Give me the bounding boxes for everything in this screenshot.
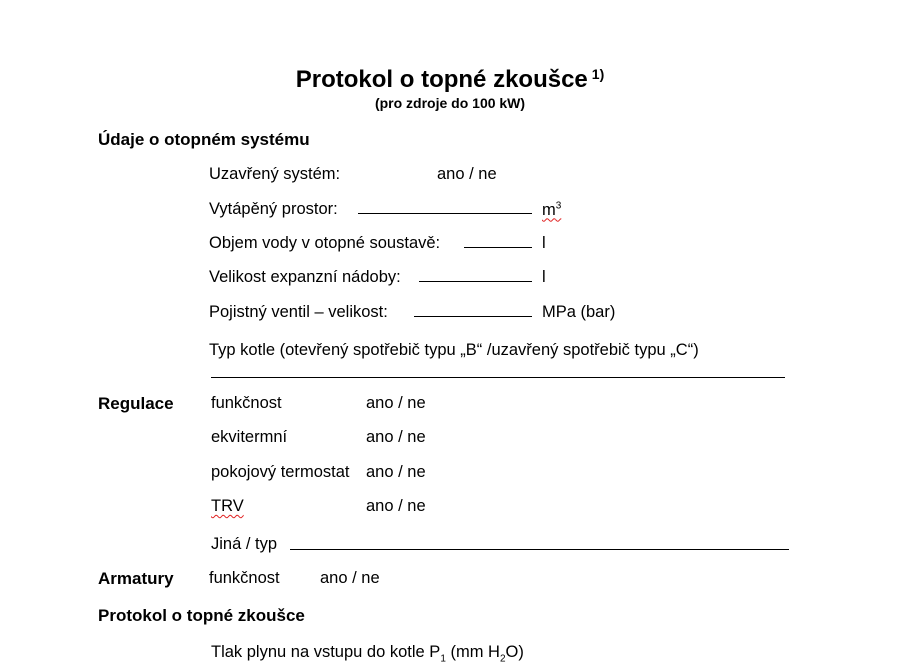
water-volume-unit: l [542, 234, 546, 252]
regulation-row-options[interactable]: ano / ne [366, 394, 426, 412]
regulation-row-options[interactable]: ano / ne [366, 463, 426, 481]
closed-system-label: Uzavřený systém: [209, 165, 341, 183]
gas-pressure-unit-subscript: 2 [499, 653, 506, 664]
title-footnote-mark: 1) [591, 66, 605, 82]
regulation-row-options[interactable]: ano / ne [366, 428, 426, 446]
fittings-options[interactable]: ano / ne [320, 569, 380, 587]
regulation-row-label: funkčnost [211, 394, 282, 412]
expansion-vessel-field[interactable] [419, 281, 532, 282]
regulation-row-options[interactable]: ano / ne [366, 497, 426, 515]
safety-valve-unit: MPa (bar) [542, 303, 616, 321]
section-heading-protocol: Protokol o topné zkoušce [98, 606, 305, 625]
heated-space-label: Vytápěný prostor: [209, 200, 338, 218]
page-subtitle: (pro zdroje do 100 kW) [374, 95, 526, 111]
regulation-row-label: ekvitermní [211, 428, 288, 446]
gas-pressure-text: Tlak plynu na vstupu do kotle P [211, 643, 441, 661]
trv-text: TRV [211, 497, 244, 515]
gas-pressure-subscript: 1 [440, 653, 446, 664]
boiler-type-label: Typ kotle (otevřený spotřebič typu „B“ /uzavřený spotřebič typu „C“) [209, 341, 699, 359]
heated-space-unit-base: m [542, 200, 556, 219]
regulation-other-field[interactable] [290, 549, 789, 550]
heated-space-unit [542, 200, 561, 220]
safety-valve-field[interactable] [414, 316, 532, 317]
water-volume-label: Objem vody v otopné soustavě: [209, 234, 441, 252]
gas-pressure-unit-end: O) [505, 643, 524, 661]
section-heading-regulation: Regulace [98, 394, 174, 413]
expansion-vessel-label: Velikost expanzní nádoby: [209, 268, 401, 286]
regulation-other-label: Jiná / typ [211, 535, 278, 553]
regulation-row-label: pokojový termostat [211, 463, 350, 481]
heated-space-unit-exponent: 3 [555, 200, 562, 211]
fittings-label: funkčnost [209, 569, 280, 587]
page-title [0, 66, 900, 94]
boiler-type-field[interactable] [211, 377, 785, 378]
closed-system-options[interactable]: ano / ne [437, 165, 497, 183]
heated-space-field[interactable] [358, 213, 532, 214]
section-heading-fittings: Armatury [98, 569, 174, 588]
regulation-row-label [211, 497, 244, 516]
water-volume-field[interactable] [464, 247, 532, 248]
gas-pressure-unit: (mm H [450, 643, 500, 661]
expansion-vessel-unit: l [542, 268, 546, 286]
safety-valve-label: Pojistný ventil – velikost: [209, 303, 388, 321]
title-text: Protokol o topné zkoušce [295, 66, 588, 93]
section-heading-system: Údaje o otopném systému [98, 130, 310, 149]
heated-space-unit-text [542, 201, 561, 219]
